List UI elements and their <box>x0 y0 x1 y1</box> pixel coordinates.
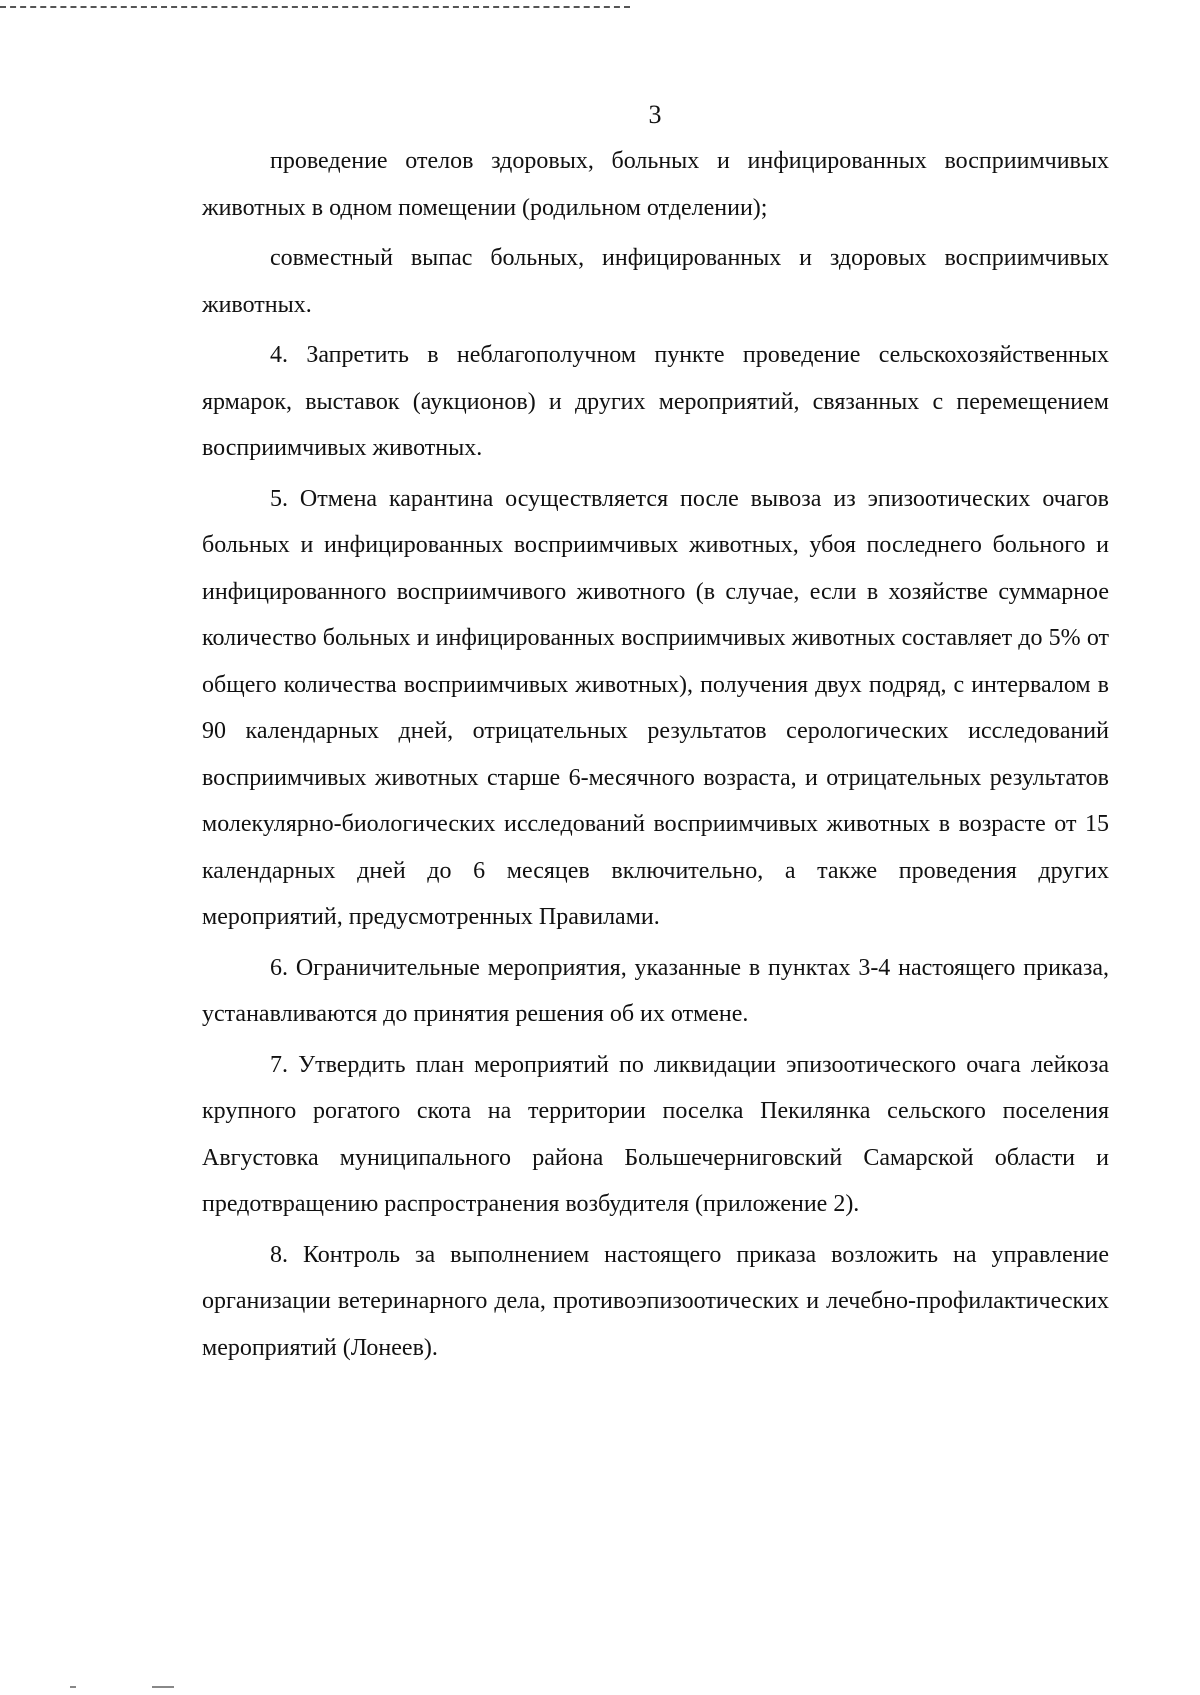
page-number: 3 <box>648 100 662 129</box>
paragraph-item-8: 8. Контроль за выполнением настоящего приказа возложить на управление организации ветеринарного дела, противоэпизоотических и лечебно-профилактических мероприятий (Лонеев). <box>202 1241 1109 1361</box>
scan-dashed-line <box>0 6 630 8</box>
paragraph-item-5: 5. Отмена карантина осуществляется после вывоза из эпизоотических очагов больных и инфицированных восприимчивых животных, убоя последнего больного и инфицированного восприимчивого животного (в случае, если в хозяйстве суммарное количество больных и инфицированных восприимчивых животных составляет до 5% от общего количества восприимчивых животных), получения двух подряд, с интервалом в 90 календарных дней, отрицательных результатов серологических исследований восприимчивых животных старше 6-месячного возраста, и отрицательных результатов молекулярно-биологических исследований восприимчивых животных в возрасте от 15 календарных дней до 6 месяцев включительно, а также проведения других мероприятий, предусмотренных Правилами. <box>202 485 1109 930</box>
document-body <box>202 138 1109 1375</box>
paragraph-item-4: 4. Запретить в неблагополучном пункте проведение сельскохозяйственных ярмарок, выставок (аукционов) и других мероприятий, связанных с перемещением восприимчивых животных. <box>202 342 1109 461</box>
scan-bottom-marks <box>70 1686 180 1690</box>
paragraph-item-7: 7. Утвердить план мероприятий по ликвидации эпизоотического очага лейкоза крупного рогатого скота на территории поселка Пекилянка сельского поселения Августовка муниципального района Большечерниговский Самарской области и предотвращению распространения возбудителя (приложение 2). <box>202 1051 1109 1217</box>
paragraph-item-6: 6. Ограничительные мероприятия, указанные в пунктах 3-4 настоящего приказа, устанавливаются до принятия решения об их отмене. <box>202 954 1109 1027</box>
paragraph-calving: проведение отелов здоровых, больных и инфицированных восприимчивых животных в одном помещении (родильном отделении); <box>202 148 1109 221</box>
paragraph-grazing: совместный выпас больных, инфицированных и здоровых восприимчивых животных. <box>202 245 1109 318</box>
